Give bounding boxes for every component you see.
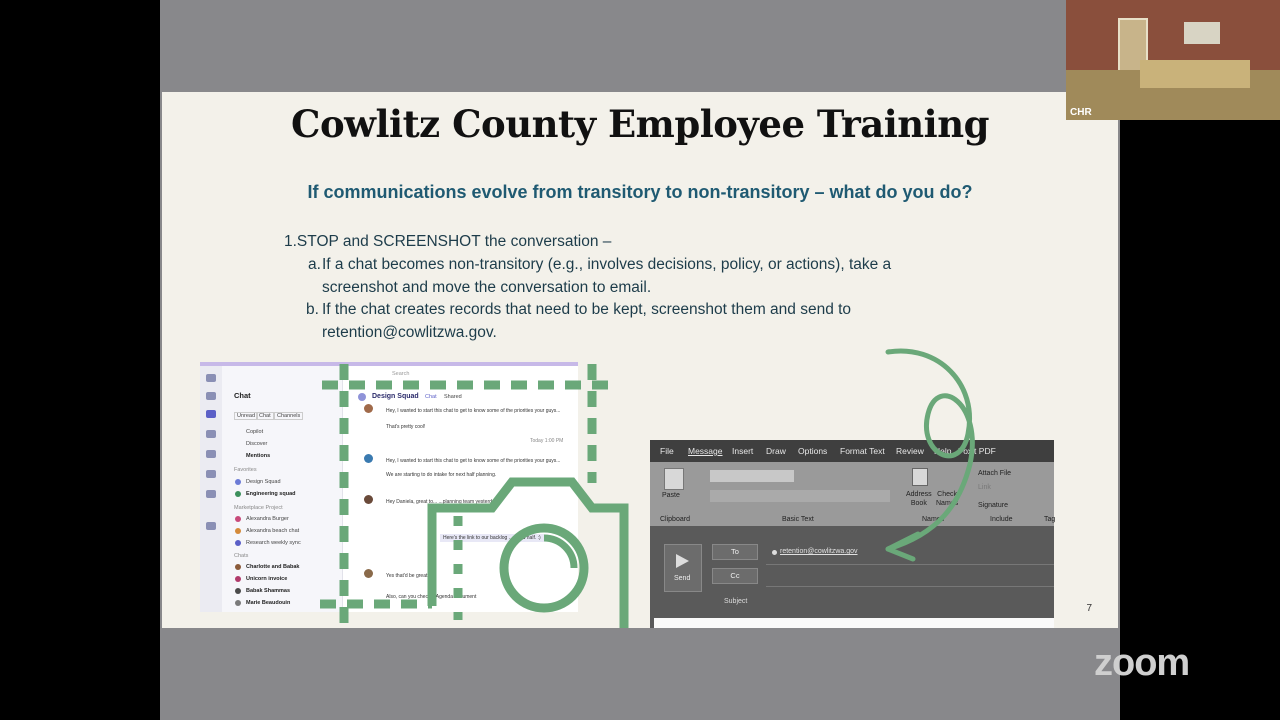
nav-mentions[interactable]: Mentions bbox=[246, 453, 271, 459]
message: Hey, I wanted to start this chat to get to know some of the priorities your guys... bbox=[386, 458, 561, 464]
message: Here's the link to our backlog ... need half. :) bbox=[440, 534, 544, 542]
paste-button[interactable]: Paste bbox=[662, 492, 680, 499]
tab-draw[interactable]: Draw bbox=[766, 446, 786, 456]
tab-message[interactable]: Message bbox=[688, 446, 723, 456]
chat-alexandra-beach[interactable]: Alexandra beach chat bbox=[246, 528, 300, 534]
apps-icon bbox=[206, 522, 216, 530]
tab-chat[interactable]: Chat bbox=[425, 394, 437, 400]
participant-video-thumbnail[interactable] bbox=[1066, 0, 1280, 120]
tab-help[interactable]: Help bbox=[934, 446, 952, 456]
clipboard-group-label: Clipboard bbox=[660, 516, 690, 523]
formatting-controls[interactable] bbox=[710, 490, 890, 502]
chat-list-header: Chat bbox=[234, 391, 251, 400]
section-favorites: Favorites bbox=[234, 467, 257, 473]
teams-icon bbox=[206, 430, 216, 438]
message-body[interactable] bbox=[654, 618, 1054, 628]
participant-name-label: CHR bbox=[1070, 107, 1092, 118]
video-window bbox=[1184, 22, 1220, 44]
message: Yes that'd be great bbox=[386, 573, 428, 579]
signature-button[interactable]: Signature bbox=[978, 502, 1008, 509]
outlook-email-screenshot bbox=[650, 440, 1054, 628]
message: That's pretty cool! bbox=[386, 424, 426, 430]
tab-review[interactable]: Review bbox=[896, 446, 924, 456]
include-group-label: Include bbox=[990, 516, 1013, 523]
ribbon-tab-bar bbox=[650, 440, 1054, 462]
arrow-head-icon bbox=[888, 534, 918, 559]
to-recipient[interactable]: retention@cowlitzwa.gov bbox=[780, 548, 858, 555]
step-1a-line-2: screenshot and move the conversation to email. bbox=[322, 279, 652, 296]
slide-title: Cowlitz County Employee Training bbox=[291, 102, 989, 146]
send-icon bbox=[676, 554, 689, 568]
presence-icon bbox=[772, 550, 777, 555]
cc-button[interactable]: Cc bbox=[712, 568, 758, 584]
avatar bbox=[235, 588, 241, 594]
field-divider bbox=[766, 586, 1054, 587]
message: Hey, I wanted to start this chat to get to know some of the priorities your guys... bbox=[386, 408, 561, 414]
teams-logo-icon bbox=[206, 374, 216, 382]
ribbon bbox=[650, 462, 1054, 526]
onedrive-icon bbox=[206, 490, 216, 498]
check-names-button[interactable]: Check Names bbox=[936, 491, 959, 507]
group-avatar bbox=[235, 479, 241, 485]
chat-charlotte-babak[interactable]: Charlotte and Babak bbox=[246, 564, 300, 570]
screenshot-crop-graphic bbox=[312, 358, 632, 628]
zoom-logo: zoom bbox=[1094, 642, 1190, 684]
send-button[interactable] bbox=[664, 544, 702, 592]
message-timestamp: Today 1:00 PM bbox=[530, 438, 564, 444]
slide-page-number: 7 bbox=[1086, 603, 1092, 614]
avatar bbox=[235, 576, 241, 582]
message: We are starting to do intake for next half planning. bbox=[386, 472, 497, 478]
chat-babak-shammas[interactable]: Babak Shammas bbox=[246, 588, 291, 594]
chat-design-squad[interactable]: Design Squad bbox=[246, 479, 281, 485]
chat-icon bbox=[206, 410, 216, 418]
step-1b-line-2: retention@cowlitzwa.gov. bbox=[322, 324, 497, 341]
address-book-button[interactable]: Address Book bbox=[906, 491, 932, 507]
camera-icon bbox=[432, 482, 624, 628]
tab-shared[interactable]: Shared bbox=[444, 394, 462, 400]
chat-alexandra-burger[interactable]: Alexandra Burger bbox=[246, 516, 289, 522]
chat-research-sync[interactable]: Research weekly sync bbox=[246, 540, 301, 546]
avatar bbox=[235, 516, 241, 522]
filter-unread[interactable]: Unread bbox=[234, 412, 258, 420]
step-1a-line-1: If a chat becomes non-transitory (e.g., involves decisions, policy, or actions), take a bbox=[322, 256, 892, 273]
step-1: 1.STOP and SCREENSHOT the conversation – bbox=[284, 233, 612, 250]
presentation-slide bbox=[162, 92, 1118, 628]
slide-subtitle: If communications evolve from transitory to non-transitory – what do you do? bbox=[307, 182, 973, 202]
conversation-title: Design Squad bbox=[372, 393, 419, 400]
calendar-icon bbox=[206, 450, 216, 458]
send-label: Send bbox=[674, 575, 691, 582]
group-avatar bbox=[235, 491, 241, 497]
avatar bbox=[235, 528, 241, 534]
video-desk bbox=[1140, 60, 1250, 88]
attach-file-button[interactable]: Attach File bbox=[978, 470, 1012, 477]
basic-text-group-label: Basic Text bbox=[782, 516, 814, 523]
avatar bbox=[235, 540, 241, 546]
chat-engineering-squad[interactable]: Engineering squad bbox=[246, 491, 296, 497]
tab-insert[interactable]: Insert bbox=[732, 446, 754, 456]
section-chats: Chats bbox=[234, 553, 249, 559]
message: Also, can you check... Agenda document bbox=[386, 594, 477, 600]
tab-foxit-pdf[interactable]: Foxit PDF bbox=[958, 446, 996, 456]
step-1b-marker: b. bbox=[306, 301, 319, 318]
link-button[interactable]: Link bbox=[978, 484, 991, 491]
names-group-label: Names bbox=[922, 516, 945, 523]
step-1a-marker: a. bbox=[308, 256, 321, 273]
step-1b-line-1: If the chat creates records that need to be kept, screenshot them and send to bbox=[322, 301, 852, 318]
calls-icon bbox=[206, 470, 216, 478]
arrow-swirl-graphic bbox=[878, 344, 988, 564]
teams-search-input[interactable]: Search bbox=[392, 371, 410, 377]
chat-unicorn-invoice[interactable]: Unicorn invoice bbox=[246, 576, 288, 582]
tab-options[interactable]: Options bbox=[798, 446, 828, 456]
message: Hey Daniela, great to... ...planning team yesterday. bbox=[386, 499, 499, 505]
tab-file[interactable]: File bbox=[660, 446, 674, 456]
teams-app-rail bbox=[200, 366, 222, 612]
chat-marie-beaudouin[interactable]: Marie Beaudouin bbox=[246, 600, 291, 606]
tags-group-label: Tag bbox=[1044, 516, 1056, 523]
field-divider bbox=[766, 564, 1054, 565]
avatar bbox=[235, 600, 241, 606]
subject-label: Subject bbox=[724, 598, 748, 605]
activity-icon bbox=[206, 392, 216, 400]
font-name-box[interactable] bbox=[710, 470, 794, 482]
filter-channels[interactable]: Channels bbox=[274, 412, 303, 420]
nav-discover[interactable]: Discover bbox=[246, 441, 268, 447]
to-button[interactable]: To bbox=[712, 544, 758, 560]
tab-format-text[interactable]: Format Text bbox=[840, 446, 885, 456]
nav-copilot[interactable]: Copilot bbox=[246, 429, 264, 435]
paste-icon bbox=[664, 468, 684, 490]
avatar bbox=[235, 564, 241, 570]
filter-chat[interactable]: Chat bbox=[256, 412, 274, 420]
section-project: Marketplace Project bbox=[234, 505, 283, 511]
